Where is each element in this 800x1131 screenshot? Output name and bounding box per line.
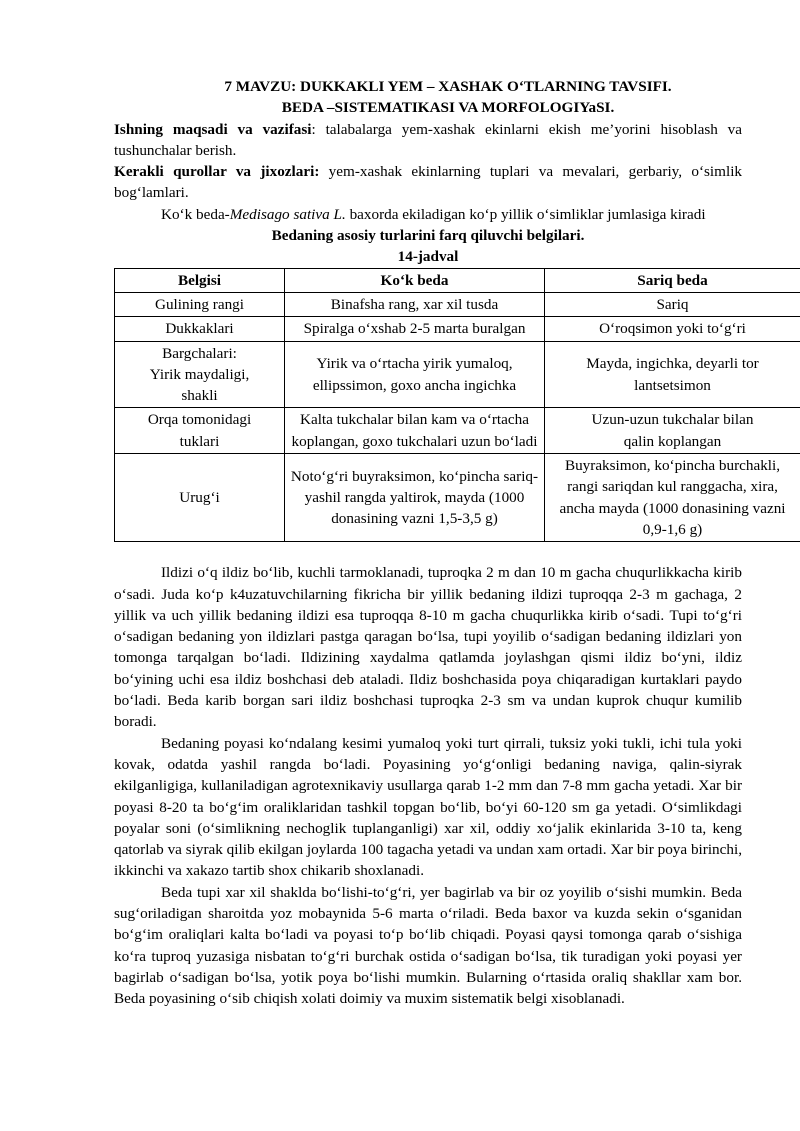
table-cell: Bargchalari: Yirik maydaligi, shakli [115,341,285,408]
intro-before: Ko‘k beda- [161,205,230,223]
body-paragraph: Beda tupi xar xil shaklda bo‘lishi-to‘g‘ri, yer bagirlab va bir oz yoyilib o‘sishi mumkin. Beda sug‘oriladigan sharoitda yoz mobaynida 5-6 marta o‘riladi. Beda baxor va kuzda sekin o‘sganidan bo‘g‘im oraliqlari kalta bo‘ladi va poyasi to‘p bo‘lib chiqadi. Poyasi qaysi tomonga qarab o‘sishiga ko‘ra tuproq yuzasiga nisbatan to‘g‘ri burchak ostida o‘sadigan bo‘lsa, tik turadigan yoki poyasi yer bagirlab o‘sadigan bo‘lsa, yotik poya bo‘lishi mumkin. Bularning o‘rtasida oraliq shakllar xam bor. Beda poyasining o‘sib chiqish xolati doimiy va muxim sistematik belgi xisoblanadi. [114,883,742,1008]
table-cell: Urug‘i [115,454,285,542]
body-text [114,562,742,1009]
table-cell: Mayda, ingichka, deyarli tor lantsetsimon [545,341,800,408]
table-cell: Binafsha rang, xar xil tusda [285,292,545,316]
table-cell: Buyraksimon, ko‘pincha burchakli, rangi sariqdan kul ranggacha, xira, ancha mayda (1000 donasining vazni 0,9-1,6 g) [545,454,800,542]
table-cell: Yirik va o‘rtacha yirik yumaloq, ellipssimon, goxo ancha ingichka [285,341,545,408]
tools-paragraph [114,161,742,204]
table-number: 14-jadval [397,248,459,266]
table-cell: Spiralga o‘xshab 2-5 marta buralgan [285,317,545,341]
comparison-table [114,268,800,543]
table-cell: Dukkaklari [115,317,285,341]
table-row [115,454,800,542]
table-row [115,292,800,316]
table-header-cell: Sariq beda [545,268,800,292]
table-cell: Gulining rangi [115,292,285,316]
table-cell: Noto‘g‘ri buyraksimon, ko‘pincha sariq-yashil rangda yaltirok, mayda (1000 donasining vazni 1,5-3,5 g) [285,454,545,542]
heading-line-1: 7 MAVZU: DUKKAKLI YEM – XASHAK O‘TLARNING TAVSIFI. [224,78,672,95]
intro-latin-name: Medisago sativa L. [229,205,346,223]
document-page [114,76,786,1009]
table-cell: Orqa tomonidagi tuklari [115,408,285,454]
table-row [115,408,800,454]
table-title: Bedaning asosiy turlarini farq qiluvchi belgilari. [271,227,585,245]
table-header-row [115,268,800,292]
heading-line-2: BEDA –SISTEMATIKASI VA MORFOLOGIYaSI. [281,99,615,117]
table-row [115,317,800,341]
table-cell: Uzun-uzun tukchalar bilan qalin koplangan [545,408,800,454]
table-header-cell: Ko‘k beda [285,268,545,292]
table-cell: Sariq [545,292,800,316]
body-paragraph: Ildizi o‘q ildiz bo‘lib, kuchli tarmoklanadi, tuproqka 2 m dan 10 m gacha chuqurlikkacha kirib o‘sadi. Juda ko‘p k4uzatuvchilarning fikricha bir yillik bedaning ildizi tuproqqa 2-3 m gachaga, 2 yillik va uch yillik bedaning ildizi esa tuproqqa 8-10 m gacha chuqurlikka kirib o‘sadi. Tupi to‘g‘ri o‘sadigan bedaning yon ildizlari pastga qaragan bo‘lsa, tupi yoyilib o‘sadigan bedaning ildizlari yon tomonga tarqalgan bo‘ladi. Ildizining xaydalma qatlamda joylashgan qismi ildiz bo‘yni, ildiz bo‘yining uchi esa ildiz boshchasi deb ataladi. Ildiz boshchasida poya chiqaradigan kurtaklari paydo bo‘ladi. Beda karib borgan sari ildiz boshchasi tuproqka 2-3 sm va undan kuprok chuqur kumilib boradi. [114,564,742,731]
intro-after: baxorda ekiladigan ko‘p yillik o‘simliklar jumlasiga kiradi [345,205,706,223]
tools-label: Kerakli qurollar va jixozlari: [114,163,320,181]
goal-paragraph [114,119,742,162]
table-cell: Kalta tukchalar bilan kam va o‘rtacha koplangan, goxo tukchalari uzun bo‘ladi [285,408,545,454]
intro-paragraph [114,204,742,225]
table-header-cell: Belgisi [115,268,285,292]
goal-label: Ishning maqsadi va vazifasi [114,120,312,138]
table-row [115,341,800,408]
body-paragraph: Bedaning poyasi ko‘ndalang kesimi yumaloq yoki turt qirrali, tuksiz yoki tukli, ichi tula yoki kovak, odatda yashil rangda bo‘ladi. Poyasining yo‘g‘onligi bedaning naviga, qalin-siyrak ekilganligiga, kullaniladigan agrotexnikaviy usullarga qarab 1-2 mm dan 7-8 mm gacha yetadi. Xar bir poyasi 8-20 ta bo‘g‘im oraliklaridan tashkil topgan bo‘lib, bo‘yi 60-120 sm ga yetadi. O‘simlikdagi poyalar soni (o‘simlikning nechoglik tuplanganligi) xar xil, oddiy xo‘jalik ekinlarida 3-10 ta, keng qatorlab va siyrak qilib ekilgan joylarda 100 tagacha yetadi va undan xam ortadi. Xar bir poya birinchi, ikkinchi va xakazo tartib shox chikarib shoxlanadi. [114,734,742,880]
table-cell: O‘roqsimon yoki to‘g‘ri [545,317,800,341]
tools-text: yem-xashak ekinlarning tuplari va mevalari, gerbariy, o‘simlik bog‘lamlari. [114,163,743,202]
goal-text: : talabalarga yem-xashak ekinlarni ekish me’yorini hisoblash va tushunchalar berish. [114,120,742,159]
